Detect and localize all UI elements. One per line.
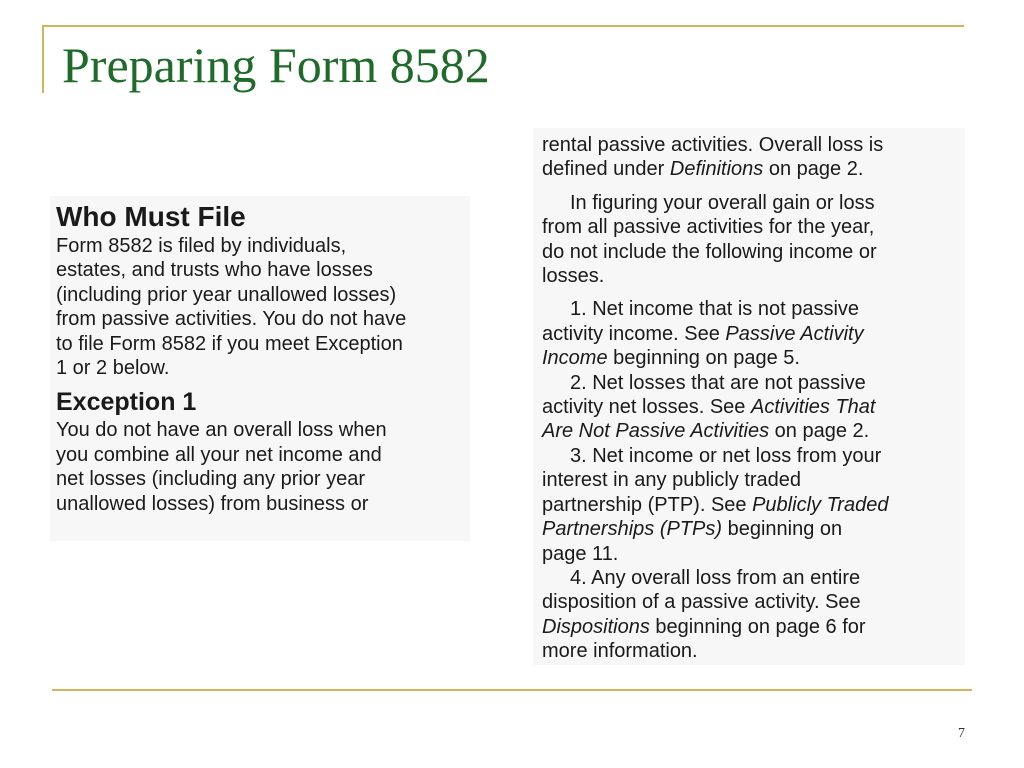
text-run: beginning on page 5. [607, 347, 800, 370]
overall-loss-line [542, 157, 965, 181]
who-must-file-line: estates, and trusts who have losses [56, 259, 373, 282]
item-3-line [542, 493, 965, 517]
item-2-line [542, 419, 965, 443]
text-run: beginning on [722, 518, 843, 541]
text-run: activity income. See [542, 322, 726, 345]
item-3-line: page 11. [542, 542, 619, 565]
text-run: beginning on page 6 for [649, 615, 866, 638]
item-2-line [542, 395, 965, 419]
left-document-excerpt [50, 196, 470, 541]
who-must-file-line: Form 8582 is filed by individuals, [56, 235, 347, 257]
item-3-line: interest in any publicly traded [542, 469, 802, 492]
text-run: 4. Any overall loss from an entire [570, 566, 861, 589]
item-4-line: disposition of a passive activity. See [542, 591, 861, 614]
slide-title: Preparing Form 8582 [62, 37, 490, 93]
page-number: 7 [958, 726, 965, 741]
activities-reference: Activities That [750, 396, 876, 419]
exception-1-heading: Exception 1 [56, 388, 197, 417]
passive-activity-reference: Passive Activity [725, 322, 864, 345]
item-4-line [542, 566, 965, 590]
text-run: 2. Net losses that are not passive [570, 371, 866, 394]
frame-left-rule [42, 25, 44, 93]
item-4-line: more information. [542, 640, 698, 663]
definitions-reference: Definitions [669, 158, 764, 181]
item-1-line [542, 297, 965, 321]
publicly-traded-reference: Publicly Traded [752, 493, 889, 516]
income-reference: Income [542, 347, 608, 370]
text-run: partnership (PTP). See [542, 493, 753, 516]
right-document-excerpt [533, 128, 965, 665]
who-must-file-line: (including prior year unallowed losses) [56, 283, 397, 306]
text-run: on page 2. [769, 420, 870, 443]
who-must-file-line: to file Form 8582 if you meet Exception [56, 332, 403, 355]
who-must-file-line: 1 or 2 below. [56, 357, 170, 380]
text-run: defined under [542, 158, 670, 181]
item-4-line [542, 615, 965, 639]
item-1-line [542, 322, 965, 346]
item-2-line [542, 371, 965, 395]
not-passive-activities-reference: Are Not Passive Activities [542, 420, 770, 443]
text-run: In figuring your overall gain or loss [570, 191, 875, 214]
item-1-line [542, 346, 965, 370]
gain-loss-line: do not include the following income or [542, 240, 877, 263]
gain-loss-line: from all passive activities for the year, [542, 216, 875, 239]
exception-1-line: You do not have an overall loss when [56, 419, 387, 442]
frame-bottom-rule [52, 689, 972, 691]
dispositions-reference: Dispositions [542, 615, 650, 638]
ptps-reference: Partnerships (PTPs) [542, 518, 723, 541]
item-3-line [542, 517, 965, 541]
item-3-line [542, 444, 965, 468]
frame-top-rule [42, 25, 964, 27]
text-run: 3. Net income or net loss from your [570, 444, 882, 467]
text-run: 1. Net income that is not passive [570, 298, 860, 321]
who-must-file-heading: Who Must File [56, 201, 246, 232]
gain-loss-line [542, 191, 965, 215]
text-run: activity net losses. See [542, 396, 751, 419]
gain-loss-line: losses. [542, 265, 605, 288]
overall-loss-line: rental passive activities. Overall loss is [542, 134, 884, 156]
exception-1-line: you combine all your net income and [56, 443, 382, 466]
exception-1-line: net losses (including any prior year [56, 468, 366, 491]
text-run: on page 2. [763, 158, 864, 181]
who-must-file-line: from passive activities. You do not have [56, 308, 407, 331]
exception-1-line: unallowed losses) from business or [56, 492, 369, 515]
